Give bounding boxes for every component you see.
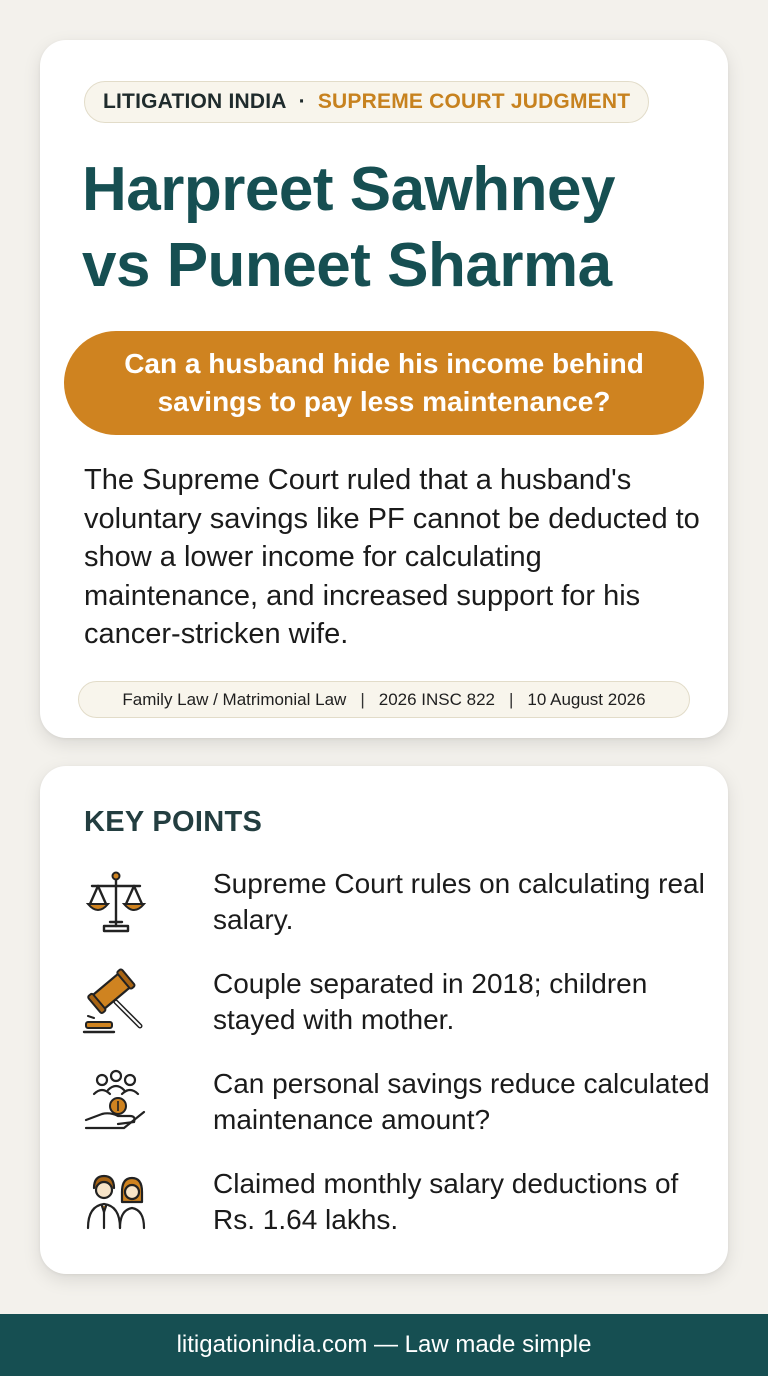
key-points-heading: KEY POINTS: [84, 806, 263, 838]
case-title-line-1: Harpreet Sawhney: [82, 155, 615, 224]
case-category: Family Law / Matrimonial Law: [122, 689, 347, 709]
key-point-item: [80, 966, 700, 1046]
family-savings-hand-icon: [80, 1066, 152, 1138]
hero-card: [40, 40, 728, 738]
case-title-line-2: vs Puneet Sharma: [82, 231, 612, 300]
key-point-item: [80, 1166, 700, 1246]
meta-divider: |: [508, 689, 514, 709]
brand-name: LITIGATION INDIA: [103, 90, 287, 113]
key-points-card: [40, 766, 728, 1274]
case-date: 10 August 2026: [527, 689, 646, 709]
key-point-text: Claimed monthly salary deductions of Rs. 1.64 lakhs.: [213, 1168, 679, 1235]
scales-icon: [80, 866, 152, 938]
meta-divider: |: [360, 689, 365, 709]
brand-separator: ·: [298, 90, 306, 113]
case-summary: The Supreme Court ruled that a husband's voluntary savings like PF cannot be deducted to show a lower income for calculating maintenance, and increased support for his cancer-stricken wife.: [84, 464, 700, 650]
footer-bar: [0, 1314, 768, 1376]
couple-icon: [80, 1166, 152, 1238]
key-point-item: [80, 866, 705, 946]
case-title: [82, 152, 702, 304]
case-meta-bar: [78, 681, 690, 718]
key-point-text: Can personal savings reduce calculated maintenance amount?: [213, 1068, 710, 1135]
question-banner: [64, 331, 704, 435]
gavel-icon: [80, 966, 152, 1038]
case-citation: 2026 INSC 822: [378, 689, 495, 709]
judgment-label: SUPREME COURT JUDGMENT: [317, 90, 631, 113]
brand-badge: [84, 81, 649, 123]
footer-text: litigationindia.com — Law made simple: [176, 1331, 592, 1358]
key-point-text: Couple separated in 2018; children stayed with mother.: [213, 968, 648, 1035]
question-text: Can a husband hide his income behind savings to pay less maintenance?: [124, 348, 644, 417]
key-point-text: Supreme Court rules on calculating real salary.: [213, 868, 705, 935]
key-point-item: [80, 1066, 710, 1146]
